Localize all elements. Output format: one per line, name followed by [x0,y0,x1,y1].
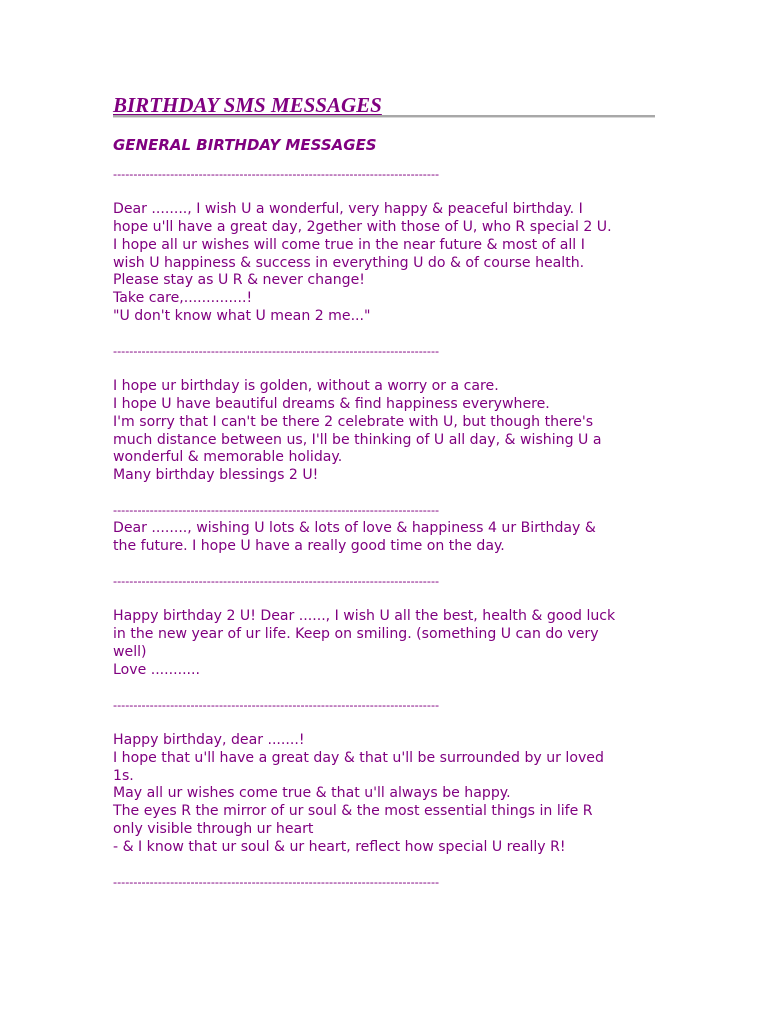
message-line: Dear ........, I wish U a wonderful, very happy & peaceful birthday. I [113,201,583,218]
section-heading: GENERAL BIRTHDAY MESSAGES [113,136,377,154]
message-4 [113,608,658,679]
message-line: May all ur wishes come true & that u'll always be happy. [113,785,511,802]
message-line: much distance between us, I'll be thinking of U all day, & wishing U a [113,431,602,448]
message-line: in the new year of ur life. Keep on smiling. (something U can do very [113,626,599,643]
message-line: 1s. [113,767,134,784]
separator-line: -------------------------------------------------------------------------------- [113,698,440,712]
message-line: Dear ........, wishing U lots & lots of love & happiness 4 ur Birthday & [113,520,596,536]
message-line: the future. I hope U have a really good time on the day. [113,537,505,554]
separator-line: -------------------------------------------------------------------------------- [113,875,440,889]
document-title: BIRTHDAY SMS MESSAGES [113,93,382,117]
message-line: Happy birthday, dear .......! [113,732,305,749]
message-line: only visible through ur heart [113,820,314,837]
message-2 [113,378,658,484]
message-line: The eyes R the mirror of ur soul & the most essential things in life R [113,803,593,820]
message-line: Please stay as U R & never change! [113,272,365,289]
message-line: Take care,..............! [113,289,253,306]
message-line: I hope that u'll have a great day & that u'll be surrounded by ur loved [113,750,604,767]
message-5 [113,732,658,856]
message-line: I hope all ur wishes will come true in the near future & most of all I [113,236,585,253]
title-rule [113,115,655,118]
message-line: I hope ur birthday is golden, without a worry or a care. [113,378,499,395]
title-block [113,92,658,118]
message-line: I hope U have beautiful dreams & find happiness everywhere. [113,396,550,413]
separator-line: -------------------------------------------------------------------------------- [113,504,440,518]
message-line: well) [113,643,147,660]
message-line: Many birthday blessings 2 U! [113,466,319,483]
document-body [113,92,658,892]
message-line: wonderful & memorable holiday. [113,449,343,466]
message-1 [113,201,658,325]
message-line: hope u'll have a great day, 2gether with those of U, who R special 2 U. [113,219,612,236]
separator-line: -------------------------------------------------------------------------------- [113,345,440,358]
message-line: "U don't know what U mean 2 me..." [113,307,371,324]
message-line: - & I know that ur soul & ur heart, reflect how special U really R! [113,838,566,855]
message-3 [113,520,658,555]
message-line: Love ........... [113,661,200,678]
message-line: Happy birthday 2 U! Dear ......, I wish U all the best, health & good luck [113,608,616,625]
message-line: I'm sorry that I can't be there 2 celebrate with U, but though there's [113,413,594,430]
separator-line: -------------------------------------------------------------------------------- [113,575,440,589]
message-line: wish U happiness & success in everything U do & of course health. [113,254,585,271]
separator-line: -------------------------------------------------------------------------------- [113,168,440,181]
